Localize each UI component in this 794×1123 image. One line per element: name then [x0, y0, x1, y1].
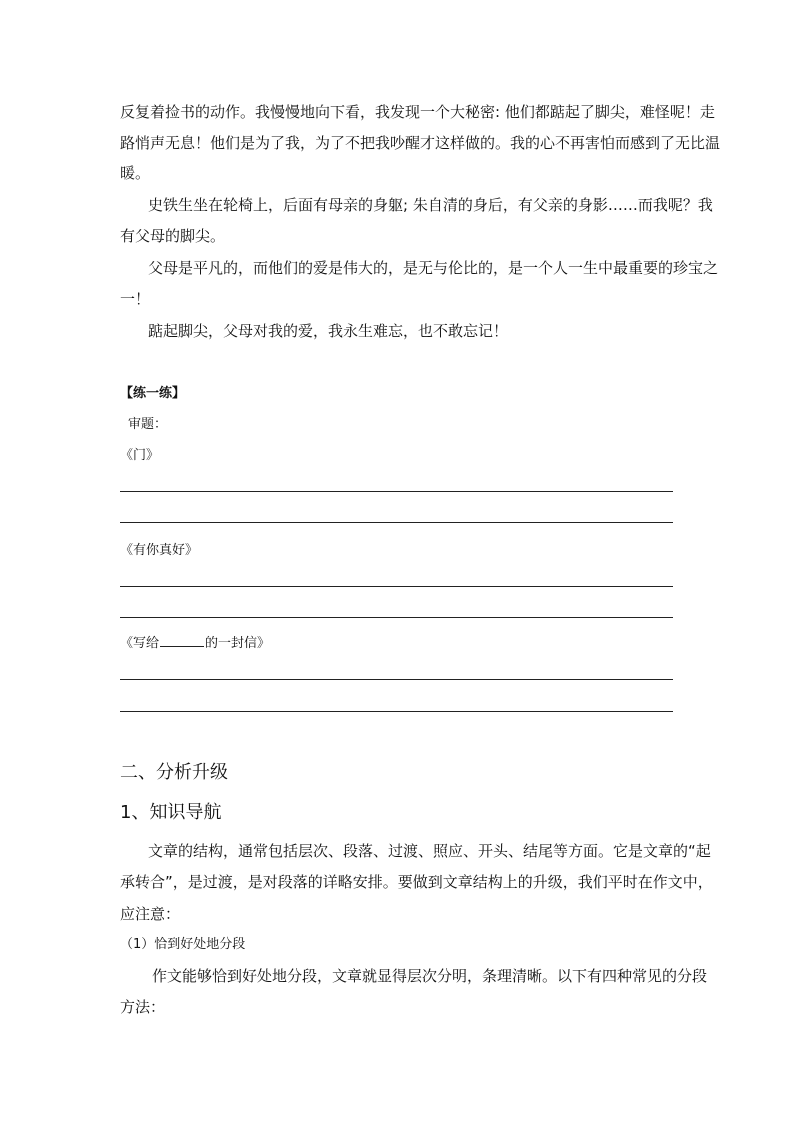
- essay-line: 史铁生坐在轮椅上，后面有母亲的身躯; 朱自清的身后，有父亲的身影……而我呢？我: [148, 196, 713, 214]
- essay-line: 有父母的脚尖。: [120, 227, 226, 245]
- point-heading: （1）恰到好处地分段: [120, 937, 246, 952]
- essay-line: 父母是平凡的，而他们的爱是伟大的，是无与伦比的，是一个人一生中最重要的珍宝之: [148, 259, 719, 277]
- body-line: 承转合”，是过渡，是对段落的详略安排。要做到文章结构上的升级，我们平时在作文中，: [120, 873, 713, 891]
- body-line: 文章的结构，通常包括层次、段落、过渡、照应、开头、结尾等方面。它是文章的“起: [148, 842, 711, 860]
- subsection-heading: 1、知识导航: [120, 802, 222, 823]
- prompt-title-men: 《门》: [120, 448, 160, 463]
- review-label: 审题：: [128, 417, 168, 432]
- practice-heading: 【练一练】: [120, 386, 186, 401]
- answer-line[interactable]: [120, 586, 673, 587]
- body-line: 方法：: [120, 998, 166, 1016]
- answer-line[interactable]: [120, 711, 673, 712]
- answer-line[interactable]: [120, 522, 673, 523]
- body-line: 应注意：: [120, 905, 181, 923]
- answer-line[interactable]: [120, 679, 673, 680]
- answer-line[interactable]: [120, 617, 673, 618]
- letter-title-suffix: 的一封信》: [205, 636, 271, 651]
- essay-line: 一！: [120, 290, 151, 308]
- body-line: 作文能够恰到好处地分段，文章就显得层次分明，条理清晰。以下有四种常见的分段: [152, 967, 708, 985]
- essay-line: 反复着捡书的动作。我慢慢地向下看，我发现一个大秘密: 他们都踮起了脚尖，难怪呢！走: [120, 103, 715, 121]
- fill-in-blank[interactable]: [160, 634, 204, 647]
- essay-line: 踮起脚尖，父母对我的爱，我永生难忘，也不敢忘记！: [148, 322, 509, 340]
- essay-line: 路悄声无息！他们是为了我，为了不把我吵醒才这样做的。我的心不再害怕而感到了无比温: [120, 134, 721, 152]
- prompt-title-letter: [120, 633, 676, 655]
- answer-line[interactable]: [120, 491, 673, 492]
- essay-line: 暖。: [120, 164, 151, 182]
- section-heading: 二、分析升级: [120, 762, 228, 783]
- prompt-title-you-are-good: 《有你真好》: [120, 543, 199, 558]
- letter-title-prefix: 《写给: [120, 636, 160, 651]
